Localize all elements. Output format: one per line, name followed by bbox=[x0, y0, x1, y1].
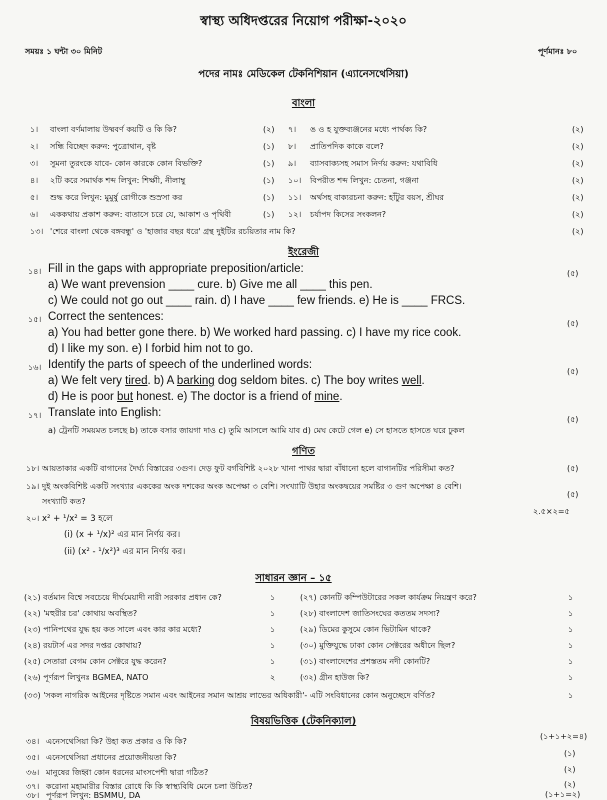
q-number: ৬। bbox=[30, 210, 39, 219]
question-text: বাংলা বর্ণমালায় উষ্মবর্ণ কয়টি ও কি কি? bbox=[50, 125, 177, 134]
question-text: (২৯) ডিমের কুসুমে কোন ভিটামিন থাকে? bbox=[300, 625, 432, 634]
question-line: d) He is poor but honest. e) The doctor is a friend of mine. bbox=[48, 391, 343, 403]
question-marks: (৫) bbox=[567, 415, 579, 424]
question-text: অর্থসহ বাক্যরচনা করুন: হাঁটুর বয়স, শ্রীঘর bbox=[310, 193, 444, 202]
question-marks: ১ bbox=[270, 609, 276, 618]
section-heading-bangla: বাংলা bbox=[291, 98, 316, 109]
question-text: (২৭) কোনটি কম্পিউটারের সকল কার্যক্রম নিয়ন্ত্রণ করে? bbox=[300, 593, 477, 602]
full-marks: পূর্ণমানঃ ৮০ bbox=[538, 47, 578, 56]
question-marks: ১ bbox=[270, 593, 276, 602]
question-marks: (২) bbox=[572, 210, 584, 219]
q-number: ১১। bbox=[288, 193, 302, 202]
question-text: এনেসথেসিয়া প্রধানের প্রয়োজনীয়তা কি? bbox=[46, 753, 177, 762]
question-marks: (১) bbox=[263, 142, 275, 151]
q-number: ৮। bbox=[288, 142, 297, 151]
question-text: x² + ¹/x² = 3 হলে bbox=[42, 514, 113, 524]
question-line: c) We could not go out ____ rain. d) I have ____ few friends. e) He is ____ FRCS. bbox=[48, 295, 466, 307]
question-marks: ১ bbox=[568, 657, 574, 666]
question-marks: ১ bbox=[568, 593, 574, 602]
q-number: ১২। bbox=[288, 210, 302, 219]
question-marks: (২) bbox=[572, 193, 584, 202]
question-marks: (১) bbox=[263, 210, 275, 219]
section-heading-technical: বিষয়ভিত্তিক (টেকনিক্যাল) bbox=[250, 716, 357, 727]
question-text-cont: সংখ্যাটি কত? bbox=[42, 497, 86, 506]
question-text: (২১) বর্তমান বিশ্বে সবচেয়ে দীর্ঘমেয়াদী নারী সরকার প্রধান কে? bbox=[24, 593, 222, 602]
q-number: ৯। bbox=[288, 159, 297, 168]
question-marks: (৫) bbox=[567, 319, 579, 328]
question-text: শুদ্ধ করে লিখুন: মুমুর্ষু রোগীকে শুস্রসা কর bbox=[50, 193, 183, 202]
question-marks: (২) bbox=[572, 142, 584, 151]
q-number: ৫। bbox=[30, 193, 39, 202]
q-number: ৩৭। bbox=[26, 782, 40, 791]
question-text: ব্যাসবাক্যসহ সমাস নির্ণয় করুন: যথাবিধি bbox=[310, 159, 438, 168]
q-number: ৩৬। bbox=[26, 768, 40, 777]
question-text: দুই অংকবিশিষ্ট একটি সংখ্যার এককের অংক দশকের অংক অপেক্ষা ৩ বেশি। সংখ্যাটি উহার অংকদ্বয়ের সমষ্টির ৩ গুণ অপেক্ষা ৪ বেশি। bbox=[42, 482, 462, 491]
question-text: (৩১) বাংলাদেশের প্রশস্ততম নদী কোনটি? bbox=[300, 657, 431, 666]
question-marks: (২) bbox=[564, 780, 576, 789]
question-marks: (১+১=২) bbox=[545, 790, 581, 799]
q-number: ১৫। bbox=[28, 315, 42, 324]
question-marks: ২.৫×২=৫ bbox=[533, 507, 570, 516]
question-line: d) I like my son. e) I forbid him not to go. bbox=[48, 343, 254, 355]
q-number: ৩৫। bbox=[26, 753, 40, 762]
question-marks: (১) bbox=[263, 176, 275, 185]
q-number: ১৩। bbox=[30, 227, 44, 236]
post-name: পদের নামঃ মেডিকেল টেকনিশিয়ান (এ্যানেসথেসিয়া) bbox=[198, 69, 409, 80]
question-text: Translate into English: bbox=[48, 407, 162, 419]
q-number: ২০। bbox=[26, 514, 40, 523]
question-text: (২৮) বাংলাদেশ জাতিসংঘের কততম সদস্য? bbox=[300, 609, 440, 618]
question-text: চর্যাপদ কিসের সংকলন? bbox=[310, 210, 387, 219]
question-marks: ১ bbox=[568, 625, 574, 634]
question-text: পূর্ণরূপ লিখুন: BSMMU, DA bbox=[46, 791, 141, 800]
sub-question: (i) (x + ¹/x)² এর মান নির্ণয় কর। bbox=[64, 530, 181, 540]
question-marks: (২) bbox=[564, 765, 576, 774]
q-number: ১৮। bbox=[26, 464, 40, 473]
q-number: ১০। bbox=[288, 176, 302, 185]
q-number: ১৯। bbox=[26, 482, 40, 491]
question-marks: (১) bbox=[564, 749, 576, 758]
question-marks: ১ bbox=[568, 673, 574, 682]
question-marks: (৫) bbox=[567, 490, 579, 499]
page-title: স্বাস্থ্য অধিদপ্তরের নিয়োগ পরীক্ষা-২০২০ bbox=[200, 14, 407, 29]
question-text: 'শেরে বাংলা থেকে বঙ্গবন্ধু' ও 'হাজার বছর ধরে' গ্রন্থ দুইটির রচয়িতার নাম কি? bbox=[50, 227, 296, 236]
q-number: ৩। bbox=[30, 159, 39, 168]
question-marks: (২) bbox=[263, 125, 275, 134]
question-marks: (২) bbox=[572, 125, 584, 134]
q-number: ২। bbox=[30, 142, 39, 151]
question-text: (৩৩) 'সকল নাগরিক আইনের দৃষ্টিতে সমান এবং আইনের সমান আশ্রয় লাভের অধিকারী'- এটি সংবিধানের কোন অনুচ্ছেদে বর্ণিত? bbox=[24, 691, 436, 700]
question-line: a) ট্রেনটি সময়মত চলছে b) তাকে বসার জায়গা দাও c) তুমি আসলে আমি যাব d) মেঘ কেটে গেল e) সে হাসতে হাসতে ঘরে ঢুকল bbox=[48, 426, 465, 435]
q-number: ৪। bbox=[30, 176, 39, 185]
question-marks: ২ bbox=[270, 673, 276, 682]
question-text: (২৩) পানিপথের যুদ্ধ হয় কত সালে এবং কার কার মধ্যে? bbox=[24, 625, 202, 634]
question-text: Identify the parts of speech of the underlined words: bbox=[48, 359, 313, 371]
question-marks: (১+১+২=৪) bbox=[540, 732, 588, 741]
section-heading-english: ইংরেজী bbox=[288, 247, 319, 258]
question-text: (৩০) মুক্তিযুদ্ধে ঢাকা কোন সেক্টরের অধীনে ছিল? bbox=[300, 641, 456, 650]
question-text: মানুষের জিহ্বা কোন ধরনের মাংসপেশী দ্বারা গঠিত? bbox=[46, 768, 209, 777]
question-marks: (১) bbox=[263, 159, 275, 168]
question-text: Correct the sentences: bbox=[48, 311, 164, 323]
q-number: ৩৮। bbox=[26, 791, 40, 800]
question-marks: (৫) bbox=[567, 464, 579, 473]
q-number: ১৬। bbox=[28, 363, 42, 372]
section-heading-math: গণিত bbox=[292, 446, 315, 457]
question-text: ঙ ও হ যুক্তব্যঞ্জনের মধ্যে পার্থক্য কি? bbox=[310, 125, 428, 134]
question-marks: (৫) bbox=[567, 367, 579, 376]
q-number: ১। bbox=[30, 125, 39, 134]
question-marks: ১ bbox=[270, 657, 276, 666]
question-text: (২৪) রয়টার্স এর সদর দপ্তর কোথায়? bbox=[24, 641, 142, 650]
question-text: প্রাতিপদিক কাকে বলে? bbox=[310, 142, 384, 151]
question-text: আয়তাকার একটি বাগানের দৈর্ঘ্য বিস্তারের ৩গুণ। দেড় ফুট বর্গবিশিষ্ট ২০২৮ খানা পাথর দ্বারা বাঁধানো হলে বাগানটির পরিসীমা কত? bbox=[42, 464, 455, 473]
question-marks: ১ bbox=[568, 691, 574, 700]
question-text: Fill in the gaps with appropriate preposition/article: bbox=[48, 263, 304, 275]
q-number: ৭। bbox=[288, 125, 297, 134]
q-number: ১৭। bbox=[28, 411, 42, 420]
question-text: সুমনা তুরংকে যাবে- কোন কারকে কোন বিভক্তি? bbox=[50, 159, 203, 168]
question-text: (২৫) সেতারা বেগম কোন সেক্টরে যুদ্ধ করেন? bbox=[24, 657, 167, 666]
question-text: (২২) 'মহুরীর চর' কোথায় অবস্থিত? bbox=[24, 609, 138, 618]
question-line: a) You had better gone there. b) We worked hard passing. c) I have my rice cook. bbox=[48, 327, 462, 339]
sub-question: (ii) (x² - ¹/x²)³ এর মান নির্ণয় কর। bbox=[64, 547, 186, 557]
question-line: a) We want prevension ____ cure. b) Give me all ____ this pen. bbox=[48, 279, 373, 291]
question-marks: ১ bbox=[568, 609, 574, 618]
question-text: বিপরীত শব্দ লিখুন: চেতনা, গঞ্জনা bbox=[310, 176, 419, 185]
question-marks: (৫) bbox=[567, 269, 579, 278]
question-text: করোনা মহামারীর বিস্তার রোধে কি কি স্বাস্থ্যবিধি মেনে চলা উচিত? bbox=[46, 782, 253, 791]
q-number: ৩৪। bbox=[26, 737, 40, 746]
question-marks: (২) bbox=[572, 227, 584, 236]
question-text: ২টি করে সমার্থক শব্দ লিখুন: শিক্ষাী, নীলাম্বু bbox=[50, 176, 186, 185]
question-text: এনেসথেসিয়া কি? উহা কত প্রকার ও কি কি? bbox=[46, 737, 187, 746]
question-marks: (১) bbox=[263, 193, 275, 202]
question-marks: (২) bbox=[572, 176, 584, 185]
question-marks: ১ bbox=[270, 625, 276, 634]
question-line: a) We felt very tired. b) A barking dog seldom bites. c) The boy writes well. bbox=[48, 375, 425, 387]
question-marks: (২) bbox=[572, 159, 584, 168]
section-heading-gk: সাধারন জ্ঞান – ১৫ bbox=[255, 573, 332, 584]
question-text: সন্ধি বিচ্ছেদ করুন: পুত্রোথান, বৃষ্ট bbox=[50, 142, 156, 151]
exam-time: সময়ঃ ১ ঘন্টা ৩০ মিনিট bbox=[25, 47, 103, 56]
question-marks: ১ bbox=[568, 641, 574, 650]
question-text: এককথায় প্রকাশ করুন: বাতাসে চরে যে, আকাশ ও পৃথিবী bbox=[50, 210, 232, 219]
q-number: ১৪। bbox=[28, 267, 42, 276]
question-marks: ১ bbox=[270, 641, 276, 650]
question-text: (৩২) গ্রীন হাউজ কি? bbox=[300, 673, 370, 682]
question-text: (২৬) পূর্ণরূপ লিখুনঃ BGMEA, NATO bbox=[24, 673, 149, 682]
